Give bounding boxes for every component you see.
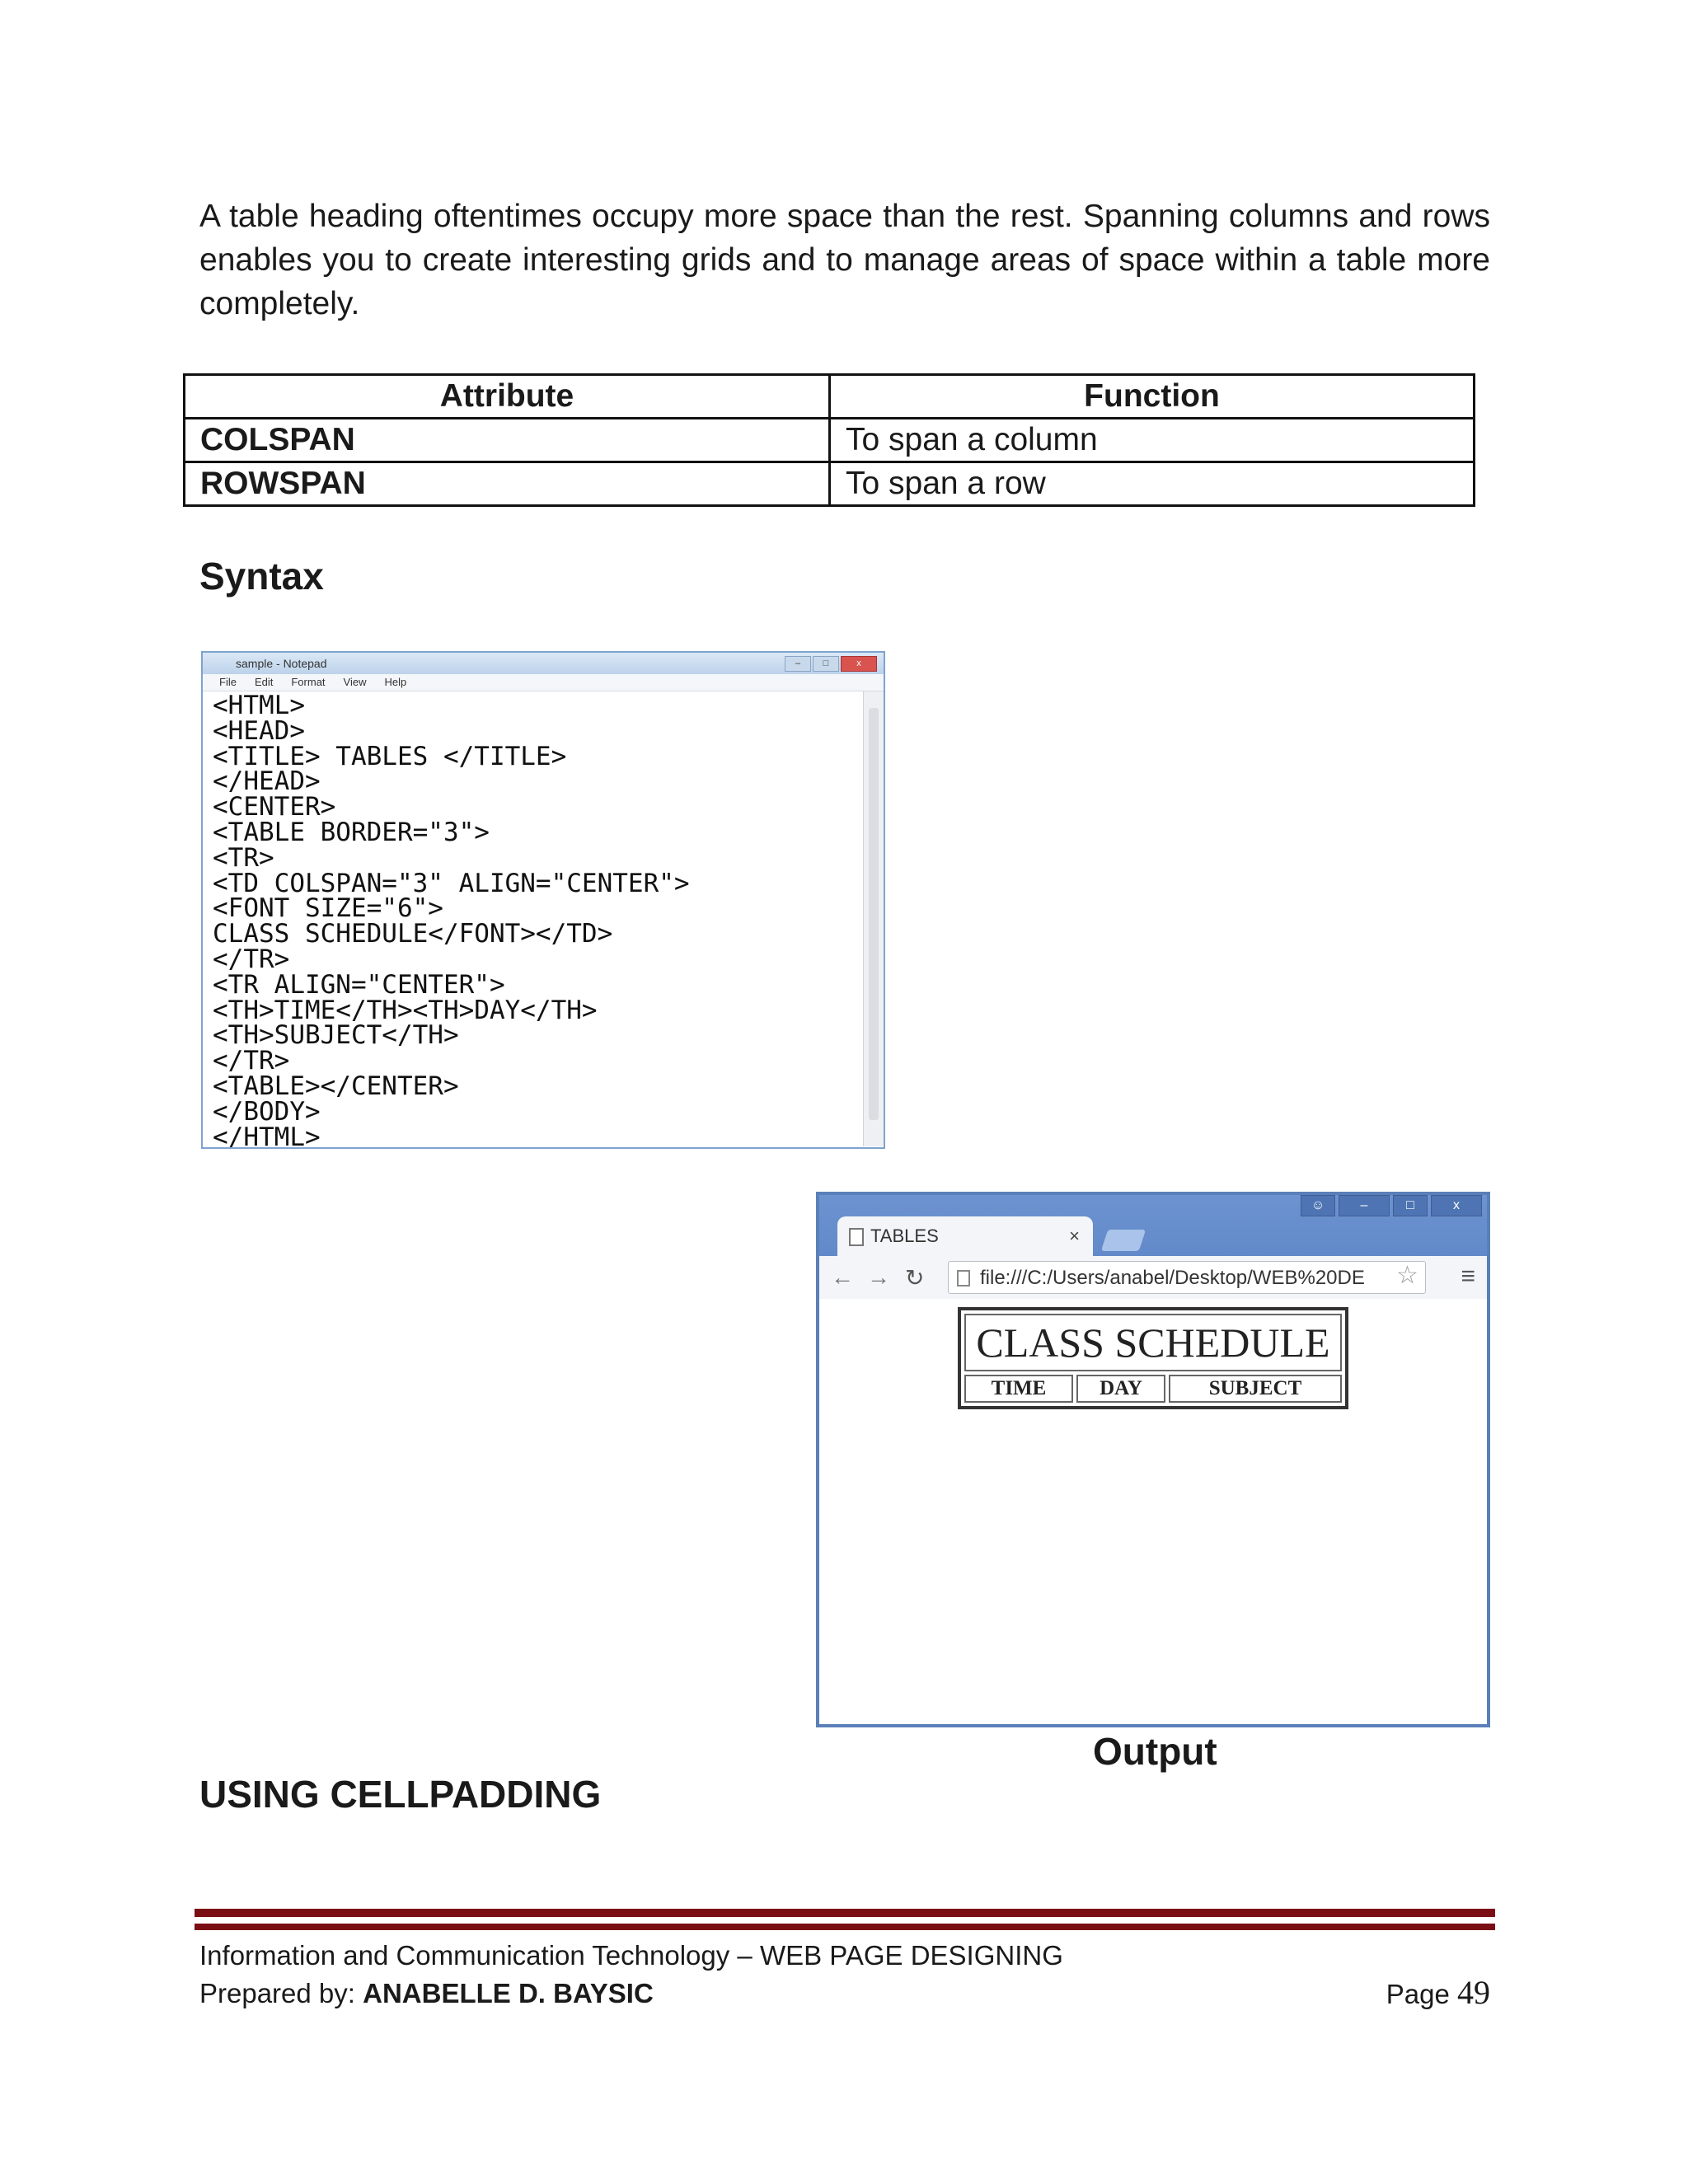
- maximize-button[interactable]: □: [1393, 1195, 1428, 1216]
- footer-course: Information and Communication Technology – WEB PAGE DESIGNING: [199, 1940, 1063, 1971]
- attribute-table: [183, 373, 1475, 507]
- menu-help[interactable]: Help: [384, 676, 407, 688]
- new-tab-button[interactable]: [1101, 1230, 1146, 1251]
- browser-tab[interactable]: [837, 1216, 1093, 1256]
- notepad-window: [201, 651, 885, 1149]
- footer-rule-thick: [195, 1909, 1495, 1917]
- page-number: 49: [1457, 1974, 1490, 2011]
- page-icon: [957, 1270, 970, 1286]
- notepad-title: sample - Notepad: [236, 657, 327, 670]
- schedule-col-subject: SUBJECT: [1169, 1375, 1342, 1403]
- cell-attribute: ROWSPAN: [185, 462, 830, 506]
- url-text: file:///C:/Users/anabel/Desktop/WEB%20DE: [980, 1267, 1365, 1289]
- close-button[interactable]: x: [1431, 1195, 1482, 1216]
- menu-icon[interactable]: ≡: [1461, 1263, 1475, 1290]
- schedule-col-day: DAY: [1076, 1375, 1165, 1403]
- page-icon: [849, 1228, 864, 1246]
- notepad-title-bar: [203, 653, 884, 674]
- footer-rule-thin: [195, 1924, 1495, 1930]
- cell-function: To span a row: [830, 462, 1475, 506]
- syntax-heading: Syntax: [199, 555, 324, 598]
- html-code: <HTML> <HEAD> <TITLE> TABLES </TITLE> </HEAD> <CENTER> <TABLE BORDER="3"> <TR> <TD COLSPAN="3" ALIGN="CENTER"> <FONT SIZE="6"> CLASS SCHEDULE</FONT></TD> </TR> <TR ALIGN="CENTER"> <TH>TIME</TH><TH>DAY</TH> <TH>SUBJECT</TH> </TR> <TABLE></CENTER> </BODY> </HTML>: [213, 691, 690, 1149]
- bookmark-star-icon[interactable]: ☆: [1396, 1262, 1418, 1289]
- intro-paragraph: A table heading oftentimes occupy more space than the rest. Spanning columns and rows enables you to create interesting grids and to manage areas of space within a table more completely.: [199, 199, 1490, 321]
- menu-view[interactable]: View: [343, 676, 367, 688]
- cell-function: To span a column: [830, 419, 1475, 462]
- prepared-label: Prepared by:: [199, 1978, 355, 2008]
- browser-tab-strip: [819, 1195, 1487, 1299]
- notepad-editor[interactable]: [203, 691, 884, 1149]
- table-row: [185, 462, 1475, 506]
- schedule-header-row: [964, 1375, 1342, 1403]
- cellpadding-heading: USING CELLPADDING: [199, 1773, 602, 1816]
- user-icon[interactable]: ☺: [1301, 1195, 1335, 1216]
- footer-prepared: [199, 1978, 654, 2009]
- reload-icon[interactable]: ↻: [905, 1265, 925, 1291]
- back-arrow-icon[interactable]: ←: [831, 1264, 854, 1290]
- output-caption: Output: [1093, 1730, 1217, 1773]
- menu-format[interactable]: Format: [291, 676, 326, 688]
- schedule-col-time: TIME: [964, 1375, 1073, 1403]
- address-bar[interactable]: [948, 1261, 1426, 1294]
- browser-toolbar: [819, 1256, 1487, 1300]
- class-schedule-table: [958, 1307, 1348, 1409]
- forward-arrow-icon[interactable]: →: [867, 1264, 890, 1290]
- cell-attribute: COLSPAN: [185, 419, 830, 462]
- browser-window: [816, 1192, 1490, 1727]
- notepad-menu-bar: [203, 674, 884, 691]
- menu-file[interactable]: File: [219, 676, 237, 688]
- table-header-row: [185, 375, 1475, 419]
- vertical-scrollbar[interactable]: [863, 691, 884, 1146]
- scrollbar-thumb[interactable]: [869, 708, 879, 1120]
- maximize-button[interactable]: □: [813, 656, 839, 672]
- minimize-button[interactable]: –: [1339, 1195, 1390, 1216]
- tab-close-icon[interactable]: ×: [1069, 1226, 1080, 1246]
- page-label: Page: [1386, 1979, 1450, 2009]
- header-function: Function: [830, 375, 1475, 419]
- table-row: [185, 419, 1475, 462]
- tab-title: TABLES: [870, 1226, 939, 1246]
- header-attribute: Attribute: [185, 375, 830, 419]
- close-button[interactable]: x: [841, 656, 877, 672]
- menu-edit[interactable]: Edit: [254, 676, 274, 688]
- author-name: ANABELLE D. BAYSIC: [363, 1978, 654, 2008]
- schedule-caption: CLASS SCHEDULE: [964, 1314, 1342, 1371]
- page-indicator: [1386, 1973, 1490, 2012]
- minimize-button[interactable]: –: [785, 656, 811, 672]
- browser-content: [819, 1299, 1487, 1727]
